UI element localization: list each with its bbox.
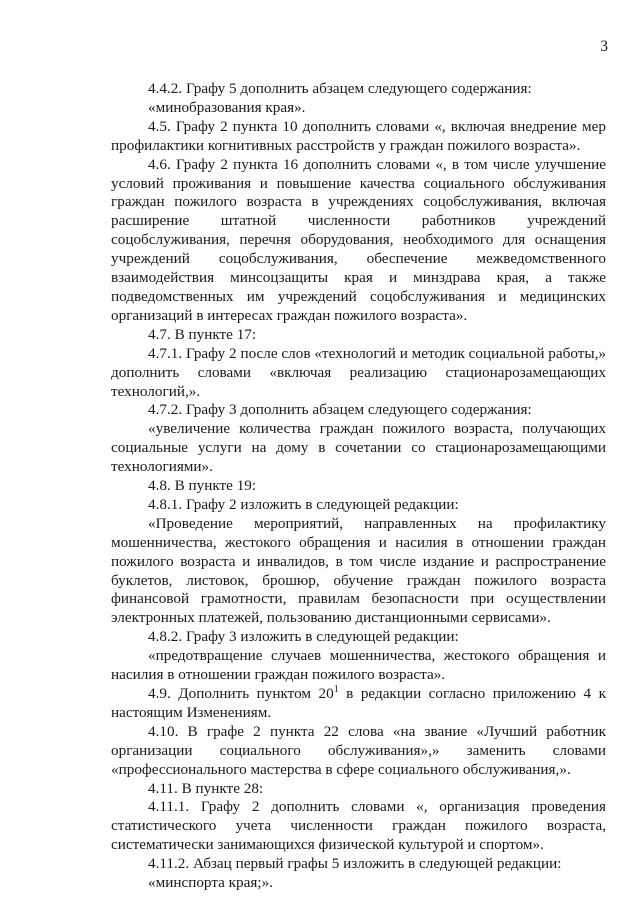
paragraph-4-7-2-quote: «увеличение количества граждан пожилого возраста, получающих социальные услуги на дому в сочетании со стационарозамещающими технологиями». [111,420,606,476]
paragraph-4-5: 4.5. Графу 2 пункта 10 дополнить словами «, включая внедрение мер профилактики когнитивных расстройств у граждан пожилого возраста». [111,117,606,154]
paragraph-4-11-2-quote: «минспорта края;». [148,874,273,892]
paragraph-4-9 [111,685,606,723]
paragraph-4-7-2: 4.7.2. Графу 3 дополнить абзацем следующего содержания: [148,401,532,419]
paragraph-4-8-2-quote: «предотвращение случаев мошенничества, жестокого обращения и насилия в отношении граждан пожилого возраста». [111,647,606,684]
paragraph-4-9-before: 4.9. Дополнить пунктом 20 [148,685,334,702]
paragraph-4-9-after: в редакции согласно приложению 4 к настоящим Изменениям. [111,685,606,721]
paragraph-4-11: 4.11. В пункте 28: [148,779,264,797]
document-body [111,80,606,893]
paragraph-4-7: 4.7. В пункте 17: [148,325,257,343]
paragraph-4-9-superscript: 1 [333,683,339,695]
paragraph-4-8-1: 4.8.1. Графу 2 изложить в следующей редакции: [148,495,459,513]
paragraph-4-10: 4.10. В графе 2 пункта 22 слова «на звание «Лучший работник организации социального обслуживания»,» заменить словами «профессионального мастерства в сфере социального обслуживания,». [111,722,606,778]
paragraph-4-7-1: 4.7.1. Графу 2 после слов «технологий и методик социальной работы,» дополнить словами «включая реализацию стационарозамещающих технологий,». [111,344,606,400]
paragraph-4-8: 4.8. В пункте 19: [148,477,257,495]
page-number: 3 [600,38,608,55]
paragraph-4-4-2-quote: «минобразования края». [148,98,306,116]
paragraph-4-11-1: 4.11.1. Графу 2 дополнить словами «, организация проведения статистического учета численности граждан пожилого возраста, систематически занимающихся физической культурой и спортом». [111,798,606,854]
paragraph-4-8-1-quote: «Проведение мероприятий, направленных на профилактику мошенничества, жестокого обращения и насилия в отношении граждан пожилого возраста и инвалидов, в том числе издание и распространение буклетов, листовок, брошюр, обучение граждан пожилого возраста финансовой грамотности, правилам безопасности при осуществлении электронных платежей, пользованию дистанционными сервисами». [111,514,606,627]
paragraph-4-6: 4.6. Графу 2 пункта 16 дополнить словами «, в том числе улучшение условий проживания и повышение качества социального обслуживания граждан пожилого возраста в учреждениях соцобслуживания, включая расширение штатной численности работников учреждений соцобслуживания, перечня оборудования, необходимого для оснащения учреждений соцобслуживания, обеспечение межведомственного взаимодействия минсоцзащиты края и минздрава края, а также подведомственных им учреждений соцобслуживания и медицинских организаций в интересах граждан пожилого возраста». [111,155,606,324]
paragraph-4-4-2: 4.4.2. Графу 5 дополнить абзацем следующего содержания: [148,80,532,97]
paragraph-4-8-2: 4.8.2. Графу 3 изложить в следующей редакции: [148,628,459,646]
paragraph-4-11-2: 4.11.2. Абзац первый графы 5 изложить в следующей редакции: [148,855,562,873]
